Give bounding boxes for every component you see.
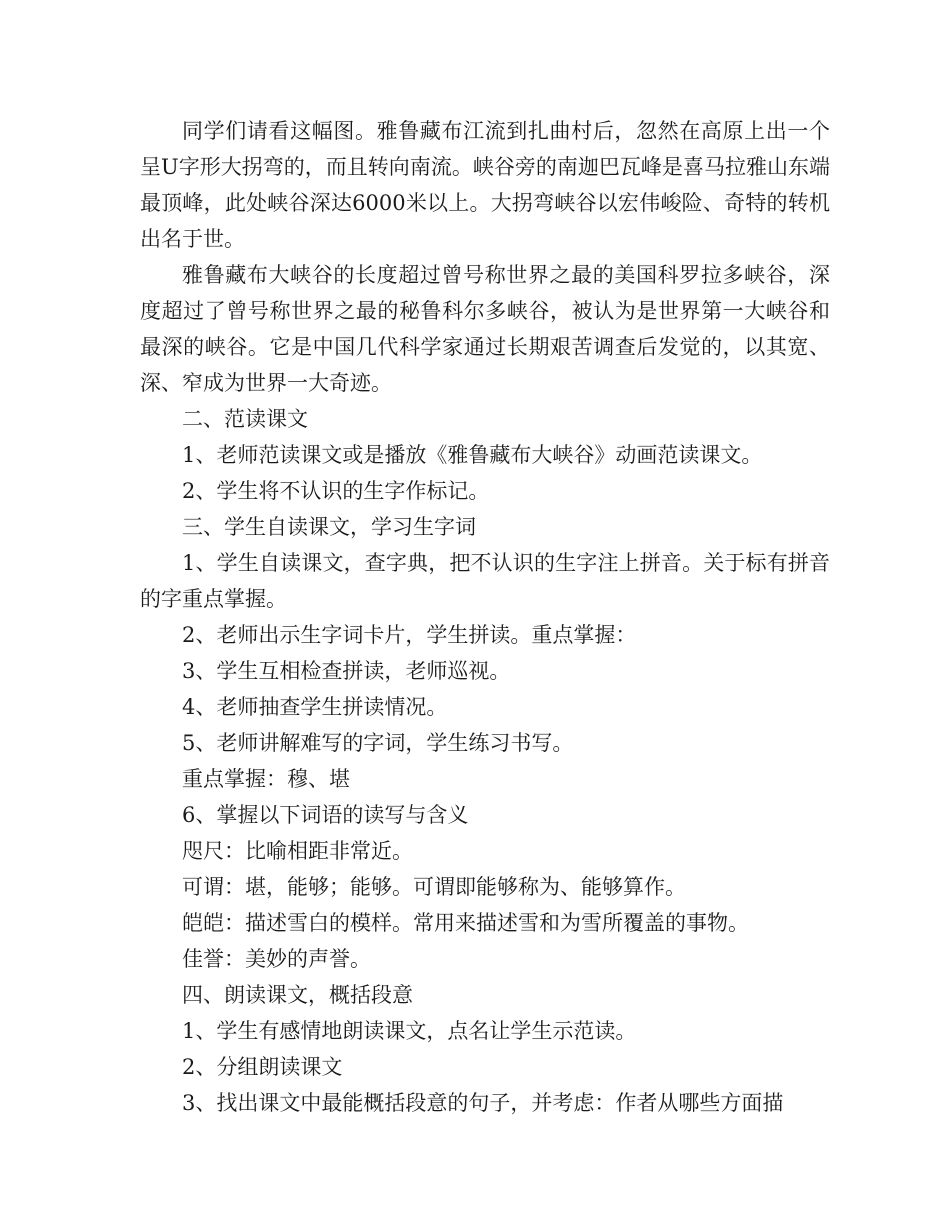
- paragraph-canyon-record: 雅鲁藏布大峡谷的长度超过曾号称世界之最的美国科罗拉多峡谷，深度超过了曾号称世界之最的秘鲁科尔多峡谷，被认为是世界第一大峡谷和最深的峡谷。它是中国几代科学家通过长期艰苦调查后发觉的，以其宽、深、窄成为世界一大奇迹。: [140, 263, 830, 395]
- section-heading-3: 三、学生自读课文，学习生字词: [182, 515, 476, 539]
- vocab-definition: 皑皑：描述雪白的模样。常用来描述雪和为雪所覆盖的事物。: [182, 911, 749, 935]
- list-item: 6、掌握以下词语的读写与含义: [182, 803, 469, 827]
- document-body: [140, 113, 830, 1121]
- key-characters: 重点掌握：穆、堪: [182, 767, 350, 791]
- list-item: 5、老师讲解难写的字词，学生练习书写。: [182, 731, 574, 755]
- list-item: 3、学生互相检查拼读，老师巡视。: [182, 659, 511, 683]
- list-item: 1、老师范读课文或是播放《雅鲁藏布大峡谷》动画范读课文。: [182, 443, 763, 467]
- list-item: 1、学生有感情地朗读课文，点名让学生示范读。: [182, 1019, 637, 1043]
- list-item: 2、学生将不认识的生字作标记。: [182, 479, 490, 503]
- list-item: 3、找出课文中最能概括段意的句子，并考虑：作者从哪些方面描: [182, 1091, 784, 1115]
- section-heading-2: 二、范读课文: [182, 407, 308, 431]
- list-item: 2、分组朗读课文: [182, 1055, 343, 1079]
- vocab-definition: 咫尺：比喻相距非常近。: [182, 839, 413, 863]
- list-item: 1、学生自读课文，查字典，把不认识的生字注上拼音。关于标有拼音的字重点掌握。: [140, 551, 830, 611]
- vocab-definition: 佳誉：美妙的声誉。: [182, 947, 371, 971]
- vocab-definition: 可谓：堪，能够；能够。可谓即能够称为、能够算作。: [182, 875, 686, 899]
- section-heading-4: 四、朗读课文，概括段意: [182, 983, 413, 1007]
- paragraph-intro: 同学们请看这幅图。雅鲁藏布江流到扎曲村后，忽然在高原上出一个呈U字形大拐弯的，而且转向南流。峡谷旁的南迦巴瓦峰是喜马拉雅山东端最顶峰，此处峡谷深达6000米以上。大拐弯峡谷以宏伟峻险、奇特的转机出名于世。: [140, 119, 830, 251]
- list-item: 4、老师抽查学生拼读情况。: [182, 695, 448, 719]
- list-item: 2、老师出示生字词卡片，学生拼读。重点掌握：: [182, 623, 637, 647]
